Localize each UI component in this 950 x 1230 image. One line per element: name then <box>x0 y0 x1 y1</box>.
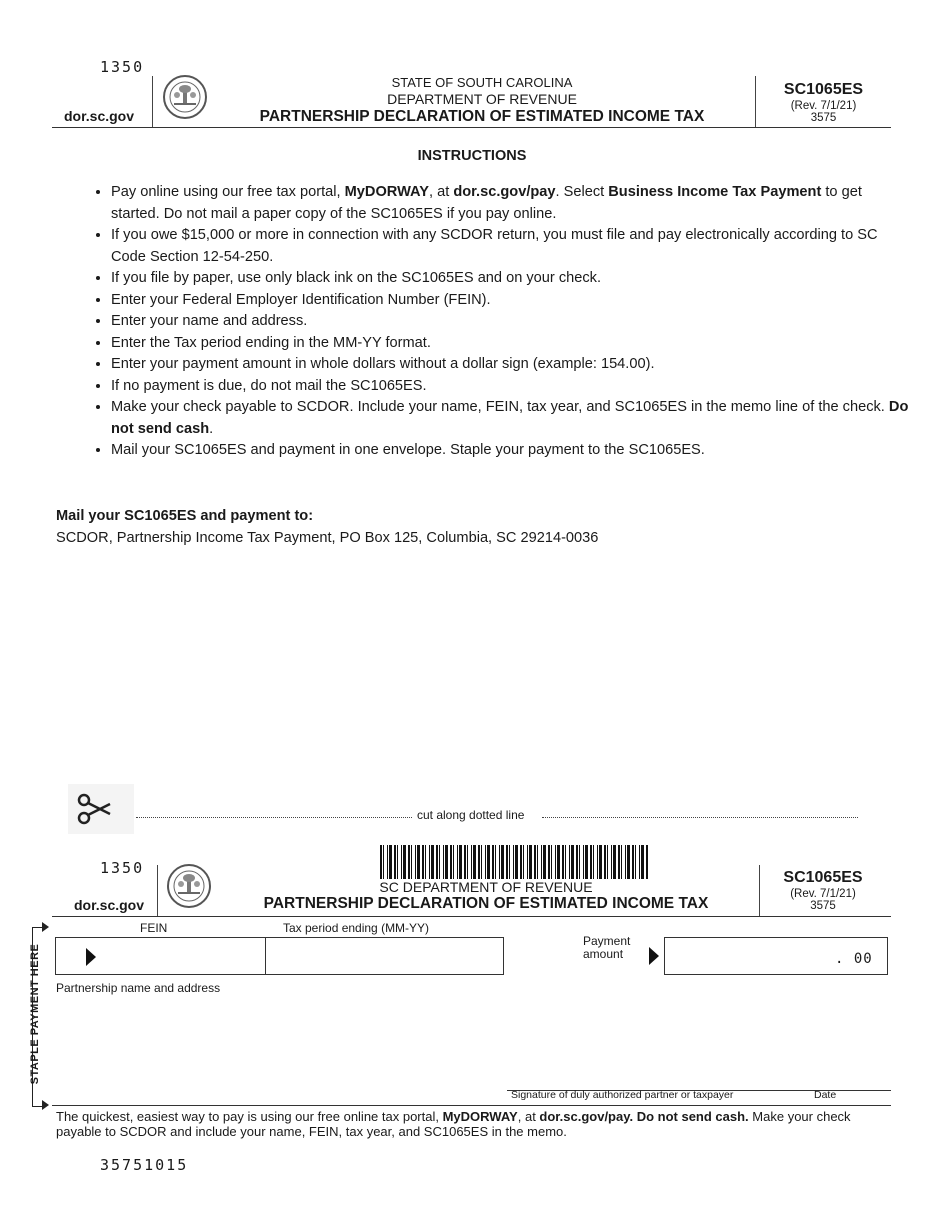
state-name: STATE OF SOUTH CAROLINA <box>391 75 573 90</box>
payment-label: Payment amount <box>583 934 631 961</box>
list-item: • If you owe $15,000 or more in connection with any SCDOR return, you must file and pay electronically according to SC Code Section 12-54-250. <box>111 225 911 268</box>
voucher-title-block <box>232 879 740 913</box>
voucher-department: SC DEPARTMENT OF REVENUE <box>379 879 593 895</box>
bottom-scan-code: 35751015 <box>100 1156 189 1174</box>
form-title-top: PARTNERSHIP DECLARATION OF ESTIMATED INCOME TAX <box>259 108 705 125</box>
header-title-block <box>232 75 732 126</box>
form-id-voucher <box>761 869 885 912</box>
mail-heading: Mail your SC1065ES and payment to: <box>56 508 314 524</box>
header-divider-right <box>755 76 756 127</box>
signature-field[interactable] <box>507 1060 891 1090</box>
signature-label: Signature of duly authorized partner or taxpayer <box>511 1089 734 1101</box>
state-seal-top <box>163 75 207 119</box>
voucher-header-rule <box>52 916 891 917</box>
revision-top: (Rev. 7/1/21) <box>790 100 857 112</box>
instructions-list <box>94 182 911 462</box>
form-code-top: 3575 <box>810 112 837 124</box>
fein-field[interactable] <box>108 941 260 971</box>
form-number-top: SC1065ES <box>783 81 864 98</box>
form-code-voucher: 3575 <box>810 900 836 912</box>
list-item: • Mail your SC1065ES and payment in one envelope. Staple your payment to the SC1065ES. <box>111 440 911 462</box>
list-item: • Enter the Tax period ending in the MM-YY format. <box>111 333 911 355</box>
form-title-voucher: PARTNERSHIP DECLARATION OF ESTIMATED INCOME TAX <box>263 895 709 912</box>
name-address-field[interactable] <box>56 998 476 1088</box>
payment-cents: . 00 <box>835 951 873 967</box>
barcode <box>380 845 648 879</box>
cut-line-right <box>542 817 858 818</box>
voucher-divider-left <box>157 865 158 916</box>
list-item: • If no payment is due, do not mail the SC1065ES. <box>111 376 911 398</box>
website-top: dor.sc.gov <box>64 108 135 124</box>
list-item: • Pay online using our free tax portal, MyDORWAY, at dor.sc.gov/pay. Select Business Income Tax Payment to get started. Do not mail a paper copy of the SC1065ES if you pay online. <box>111 182 911 225</box>
header-rule-top <box>52 127 891 128</box>
list-item: • Enter your name and address. <box>111 311 911 333</box>
website-voucher: dor.sc.gov <box>74 897 145 913</box>
form-id-top <box>757 81 890 124</box>
payment-arrow-icon <box>649 947 659 965</box>
tax-period-field[interactable] <box>270 941 498 971</box>
form-number-voucher: SC1065ES <box>783 869 863 886</box>
staple-label: STAPLE PAYMENT HERE <box>29 943 41 1085</box>
department-name: DEPARTMENT OF REVENUE <box>387 91 577 107</box>
cut-line-label: cut along dotted line <box>417 808 525 822</box>
footer-rule <box>52 1105 891 1106</box>
date-label: Date <box>814 1089 837 1101</box>
instructions-heading: INSTRUCTIONS <box>417 148 527 164</box>
fein-arrow-icon <box>86 948 96 966</box>
list-item: • Make your check payable to SCDOR. Include your name, FEIN, tax year, and SC1065ES in the memo line of the check. Do not send cash. <box>111 397 911 440</box>
staple-arrow-bottom-icon <box>42 1100 49 1110</box>
footer-text: The quickest, easiest way to pay is using our free online tax portal, MyDORWAY, at dor.sc.gov/pay. Do not send cash. Make your check payable to SCDOR and include your name, FEIN, tax year, and SC1065ES in the memo. <box>56 1109 851 1139</box>
header-divider-left <box>152 76 153 127</box>
list-item: • Enter your payment amount in whole dollars without a dollar sign (example: 154.00). <box>111 354 911 376</box>
revision-voucher: (Rev. 7/1/21) <box>790 888 856 900</box>
voucher-divider-right <box>759 865 760 916</box>
cut-line-left <box>136 817 412 818</box>
fein-label: FEIN <box>140 921 168 935</box>
scissors-icon <box>68 784 134 834</box>
fein-tax-period-divider <box>265 937 266 975</box>
list-item: • Enter your Federal Employer Identification Number (FEIN). <box>111 290 911 312</box>
tax-period-label: Tax period ending (MM-YY) <box>283 921 430 935</box>
list-item: • If you file by paper, use only black ink on the SC1065ES and on your check. <box>111 268 911 290</box>
state-seal-voucher <box>167 864 211 908</box>
staple-arrow-top-icon <box>42 922 49 932</box>
scan-code-voucher: 1350 <box>100 859 145 877</box>
mail-address: SCDOR, Partnership Income Tax Payment, PO Box 125, Columbia, SC 29214-0036 <box>56 530 599 546</box>
name-address-label: Partnership name and address <box>56 981 221 995</box>
scan-code-top: 1350 <box>100 58 145 76</box>
